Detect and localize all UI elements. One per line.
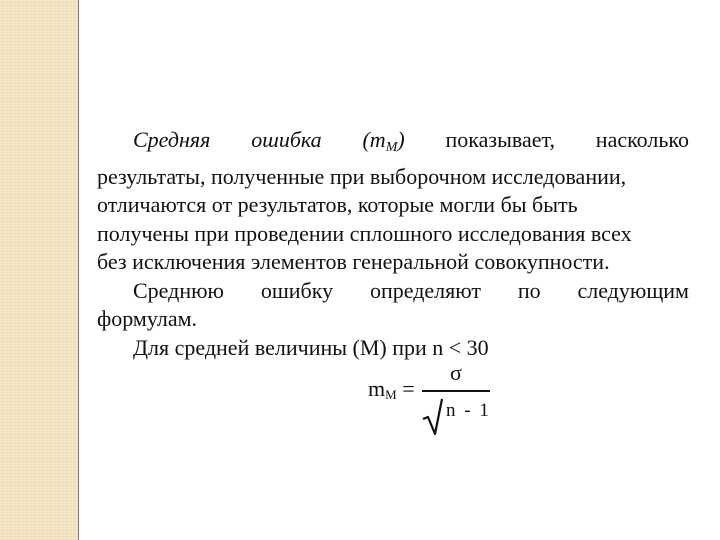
body-word: насколько (595, 127, 689, 152)
paragraph-1-line-2: результаты, полученные при выборочном исследовании, (97, 163, 627, 189)
formula-lhs: mM = (368, 376, 415, 402)
body-word: следующим (577, 277, 689, 303)
term-word: ошибка (251, 127, 322, 152)
paragraph-1-line-1 (97, 126, 689, 163)
paragraph-2-line-2: формулам. (97, 306, 198, 331)
standard-error-formula (368, 360, 508, 440)
fraction-bar (422, 390, 490, 392)
body-word: показывает, (445, 127, 555, 152)
formula-radicand: n - 1 (446, 400, 491, 421)
body-word: Среднюю (133, 277, 224, 303)
paragraph-1-line-4: получены при проведении сплошного исследования всех (97, 220, 632, 246)
formula-numerator: σ (450, 360, 462, 385)
decorative-side-strip (0, 0, 78, 540)
paragraph-1-line-3: отличаются от результатов, которые могли бы быть (97, 192, 578, 217)
body-word: определяют (369, 277, 482, 303)
paragraph-3: Для средней величины (М) при n < 30 (133, 334, 489, 360)
paragraph-1-line-5: без исключения элементов генеральной совокупности. (97, 249, 610, 274)
square-root-icon (422, 397, 446, 437)
term-word: Средняя (133, 127, 211, 152)
side-divider (78, 0, 79, 540)
paragraph-2-line-1 (97, 277, 689, 306)
body-word: ошибку (260, 277, 334, 303)
term-symbol: (mM) (362, 127, 405, 155)
document-text (97, 126, 689, 362)
body-word: по (517, 277, 541, 303)
